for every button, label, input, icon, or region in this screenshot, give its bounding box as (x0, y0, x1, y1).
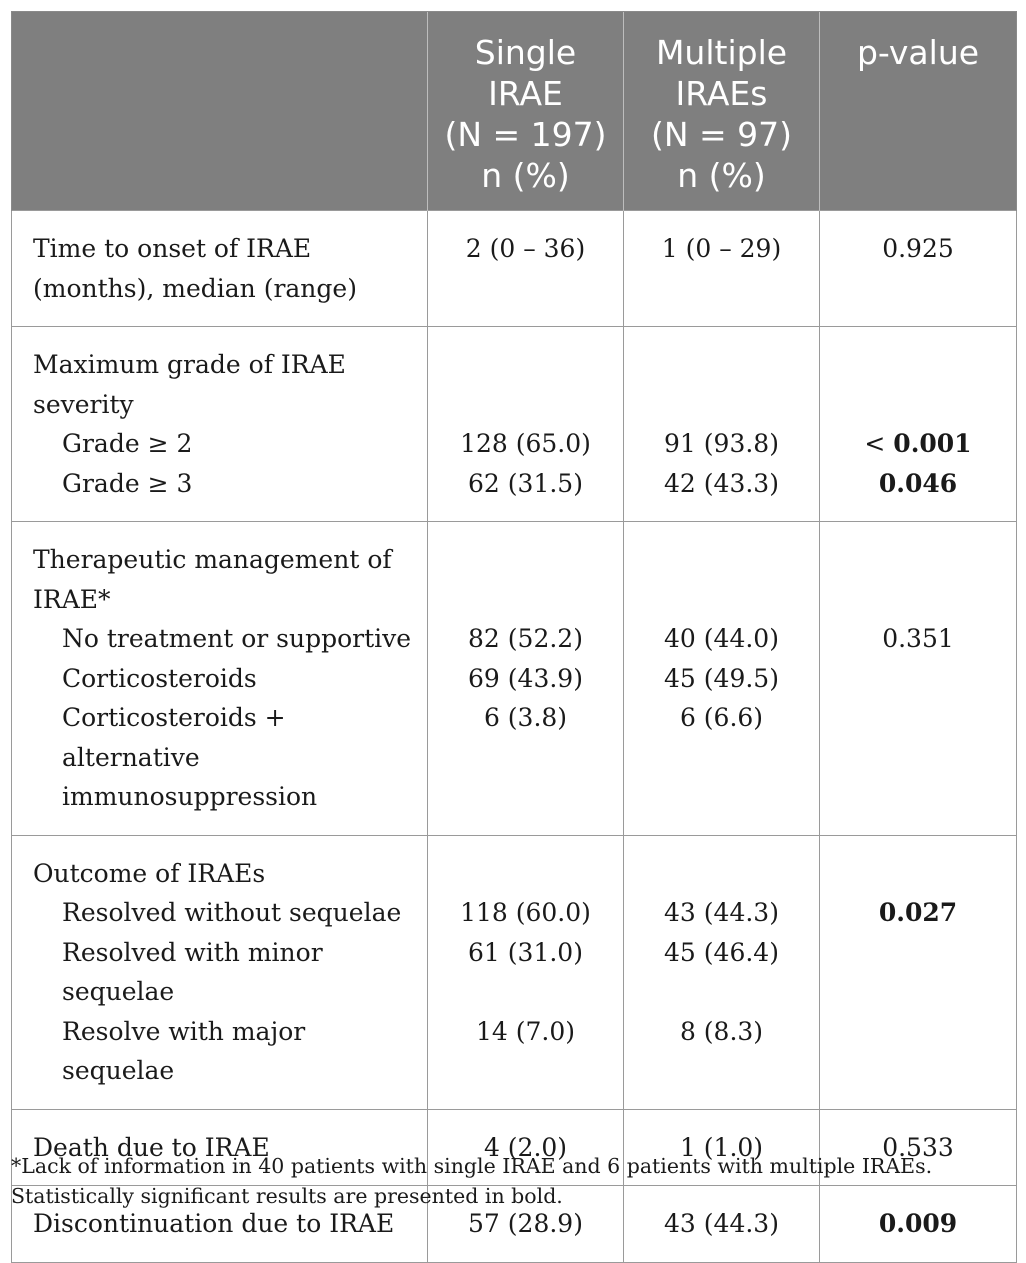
sub-label: Corticosteroids (62, 663, 257, 693)
sub-label: No treatment or supportive (62, 624, 412, 653)
value: 6 (3.8) (483, 703, 568, 732)
value: 69 (43.9) (468, 663, 583, 693)
label-line: Discontinuation due to IRAE (33, 1209, 395, 1238)
cell-single (428, 327, 624, 522)
value: 45 (46.4) (664, 937, 779, 967)
cell-multiple (624, 327, 820, 522)
cell-single (428, 211, 624, 327)
significant-p: 0.046 (878, 468, 958, 498)
value: 40 (44.0) (664, 624, 779, 653)
value: 128 (65.0) (460, 429, 591, 458)
value: 1 (0 – 29) (661, 234, 782, 263)
irae-comparison-table (11, 11, 1017, 1263)
value: 6 (6.6) (679, 703, 764, 732)
header-multiple-line: Multiple (655, 33, 788, 72)
table-row-grade (12, 327, 1017, 522)
footnote-line: *Lack of information in 40 patients with single IRAE and 6 patients with multiple IRAEs. (11, 1154, 933, 1178)
sub-label: Grade ≥ 2 (62, 429, 193, 458)
value: 118 (60.0) (460, 898, 591, 927)
label-line: Therapeutic management of (33, 545, 392, 574)
cell-multiple (624, 522, 820, 836)
header-single-line: Single (474, 33, 577, 72)
label-line: severity (33, 389, 134, 419)
header-multiple-line: (N = 97) (650, 115, 793, 154)
value: 57 (28.9) (468, 1209, 583, 1238)
header-multiple-line: n (%) (677, 156, 766, 195)
sub-label: Corticosteroids + alternative (62, 703, 286, 772)
sub-label: Resolve with major sequelae (62, 1016, 306, 1085)
value: 91 (93.8) (664, 429, 779, 458)
value: 45 (49.5) (664, 663, 779, 693)
header-single-line: (N = 197) (444, 115, 607, 154)
value: 62 (31.5) (468, 468, 583, 498)
significant-p: 0.001 (893, 429, 972, 458)
cell-single (428, 835, 624, 1109)
label-line: IRAE* (33, 584, 111, 614)
value: 43 (44.3) (664, 898, 779, 927)
sub-label: Resolved with minor (62, 937, 323, 967)
value: 0.533 (882, 1132, 954, 1162)
row-label (12, 835, 428, 1109)
cell-multiple (624, 211, 820, 327)
sub-label: sequelae (62, 977, 175, 1006)
cell-single (428, 522, 624, 836)
value: 2 (0 – 36) (465, 234, 586, 263)
cell-p-value (820, 522, 1017, 836)
sub-label: Resolved without sequelae (62, 898, 402, 927)
footnote-line: Statistically significant results are presented in bold. (11, 1184, 563, 1208)
header-row (12, 12, 1017, 211)
header-multiple-line: IRAEs (675, 74, 768, 113)
row-label (12, 327, 428, 522)
label-line: Time to onset of IRAE (33, 234, 312, 263)
header-empty (12, 12, 428, 211)
table-row-therapy (12, 522, 1017, 836)
value: 82 (52.2) (468, 624, 583, 653)
significant-p: 0.027 (878, 898, 958, 927)
cell-p-value (820, 835, 1017, 1109)
header-single-line: n (%) (481, 156, 570, 195)
table-footnote (11, 1151, 1016, 1211)
value: 61 (31.0) (468, 937, 583, 967)
value: 0.925 (882, 234, 954, 263)
significant-p: 0.009 (878, 1209, 958, 1238)
value: 43 (44.3) (664, 1209, 779, 1238)
header-p-line: p-value (856, 33, 980, 72)
table-row-outcome (12, 835, 1017, 1109)
header-single-line: IRAE (488, 74, 563, 113)
label-line: Death due to IRAE (33, 1132, 270, 1162)
value: 0.351 (882, 624, 954, 653)
table-row-onset (12, 211, 1017, 327)
value: 1 (1.0) (679, 1132, 764, 1162)
value (830, 424, 1006, 464)
header-multiple-iraes (624, 12, 820, 211)
value: 42 (43.3) (664, 468, 779, 498)
row-label (12, 211, 428, 327)
p-prefix: < (864, 429, 894, 458)
cell-p-value (820, 327, 1017, 522)
sub-label: immunosuppression (62, 782, 318, 811)
cell-multiple (624, 835, 820, 1109)
label-line: (months), median (range) (33, 273, 357, 303)
row-label (12, 522, 428, 836)
header-single-irae (428, 12, 624, 211)
value: 14 (7.0) (475, 1016, 576, 1046)
value: 4 (2.0) (483, 1132, 568, 1162)
label-line: Outcome of IRAEs (33, 858, 266, 888)
sub-label: Grade ≥ 3 (62, 468, 193, 498)
label-line: Maximum grade of IRAE (33, 350, 346, 379)
value: 8 (8.3) (679, 1016, 764, 1046)
header-p-value (820, 12, 1017, 211)
cell-p-value (820, 211, 1017, 327)
